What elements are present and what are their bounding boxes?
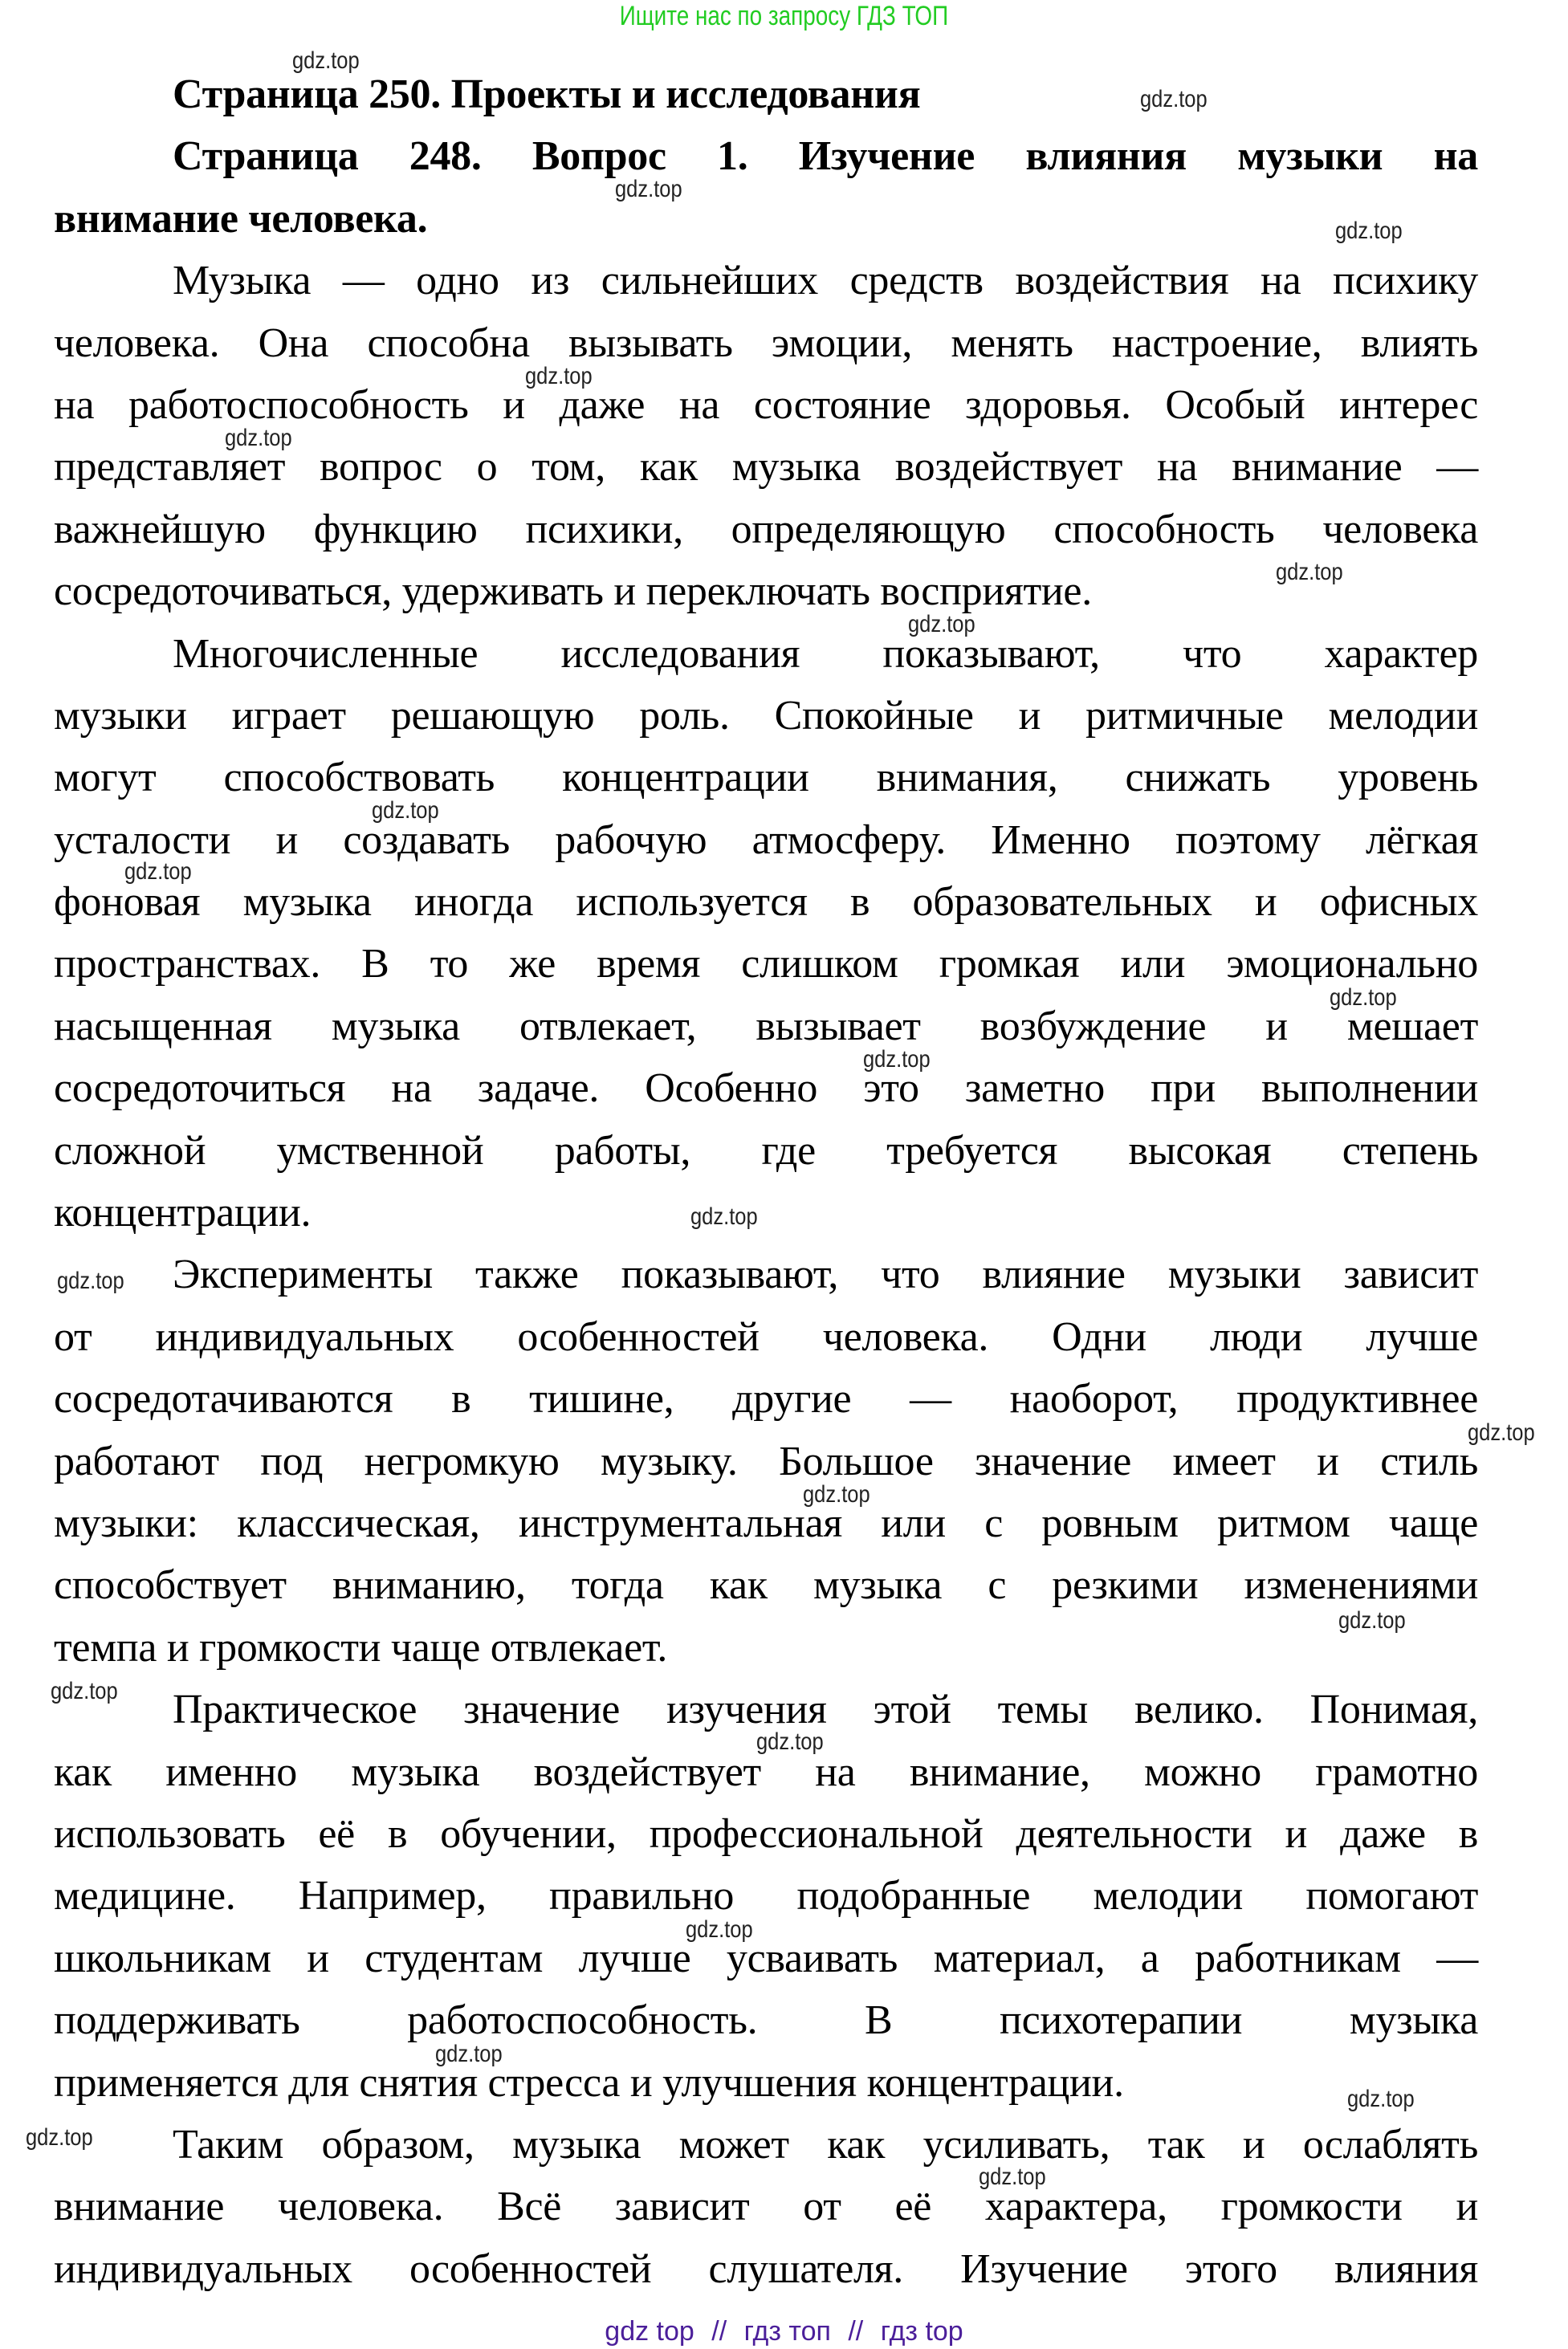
text-line: Эксперименты также показывают, что влияние музыки зависит — [173, 1252, 1478, 1298]
text-line: сосредоточиваться, удерживать и переключать восприятие. — [54, 568, 1092, 615]
watermark-text: gdz.top — [292, 47, 360, 74]
text-line: концентрации. — [54, 1190, 312, 1236]
text-line: музыки: классическая, инструментальная или с ровным ритмом чаще — [54, 1500, 1478, 1546]
watermark-text: gdz.top — [803, 1481, 870, 1508]
watermark-text: gdz.top — [57, 1268, 124, 1294]
answer-text — [54, 250, 1478, 2300]
watermark-text: gdz.top — [1347, 2086, 1415, 2112]
footer-link[interactable]: гдз top — [880, 2316, 963, 2347]
watermark-text: gdz.top — [1276, 559, 1343, 585]
text-line: насыщенная музыка отвлекает, вызывает возбуждение и мешает — [54, 1003, 1478, 1049]
watermark-text: gdz.top — [756, 1728, 824, 1755]
search-banner: Ищите нас по запросу ГДЗ ТОП — [619, 1, 949, 31]
text-line: сосредоточиться на задаче. Особенно это заметно при выполнении — [54, 1065, 1478, 1112]
watermark-text: gdz.top — [686, 1916, 753, 1943]
text-line: Таким образом, музыка может как усиливать, так и ослаблять — [173, 2121, 1478, 2168]
watermark-text: gdz.top — [51, 1678, 118, 1704]
watermark-text: gdz.top — [26, 2124, 93, 2151]
watermark-text: gdz.top — [525, 363, 593, 389]
watermark-text: gdz.top — [1338, 1607, 1406, 1634]
text-line: поддерживать работоспособность. В психотерапии музыка — [54, 1997, 1478, 2044]
watermark-text: gdz.top — [372, 797, 439, 824]
text-line: темпа и громкости чаще отвлекает. — [54, 1624, 668, 1671]
watermark-text: gdz.top — [690, 1203, 758, 1230]
text-line: человека. Она способна вызывать эмоции, менять настроение, влиять — [54, 320, 1478, 366]
text-line: музыки играет решающую роль. Спокойные и ритмичные мелодии — [54, 692, 1478, 739]
text-line: как именно музыка воздействует на внимание, можно грамотно — [54, 1749, 1478, 1795]
text-line: способствует вниманию, тогда как музыка с резкими изменениями — [54, 1562, 1478, 1609]
watermark-text: gdz.top — [1140, 86, 1208, 112]
page-title: Страница 250. Проекты и исследования — [173, 71, 921, 117]
footer — [0, 2314, 1568, 2349]
question-heading-cont: внимание человека. — [54, 195, 428, 242]
watermark-text: gdz.top — [124, 858, 192, 885]
footer-link[interactable]: гдз топ — [743, 2316, 831, 2347]
footer-separator: // — [848, 2316, 864, 2347]
watermark-text: gdz.top — [615, 176, 682, 202]
watermark-text: gdz.top — [225, 425, 292, 451]
text-line: от индивидуальных особенностей человека. Одни люди лучше — [54, 1313, 1478, 1360]
footer-link[interactable]: gdz top — [605, 2316, 694, 2347]
watermark-text: gdz.top — [908, 611, 975, 637]
text-line: важнейшую функцию психики, определяющую способность человека — [54, 506, 1478, 552]
text-line: Многочисленные исследования показывают, что характер — [173, 630, 1478, 677]
text-line: индивидуальных особенностей слушателя. Изучение этого влияния — [54, 2245, 1478, 2292]
text-line: Практическое значение изучения этой темы велико. Понимая, — [173, 1687, 1478, 1733]
question-heading: Страница 248. Вопрос 1. Изучение влияния музыки на — [173, 133, 1478, 180]
text-line: пространствах. В то же время слишком громкая или эмоционально — [54, 941, 1478, 987]
text-line: Музыка — одно из сильнейших средств воздействия на психику — [173, 258, 1478, 304]
watermark-text: gdz.top — [435, 2041, 503, 2067]
text-line: применяется для снятия стресса и улучшения концентрации. — [54, 2059, 1124, 2106]
watermark-text: gdz.top — [1335, 218, 1403, 244]
text-line: представляет вопрос о том, как музыка воздействует на внимание — — [54, 444, 1478, 491]
watermark-text: gdz.top — [863, 1046, 931, 1073]
footer-separator: // — [711, 2316, 727, 2347]
watermark-text: gdz.top — [1468, 1419, 1535, 1446]
text-line: могут способствовать концентрации внимания, снижать уровень — [54, 755, 1478, 801]
text-line: усталости и создавать рабочую атмосферу. Именно поэтому лёгкая — [54, 816, 1478, 863]
text-line: на работоспособность и даже на состояние здоровья. Особый интерес — [54, 381, 1478, 428]
watermark-text: gdz.top — [979, 2164, 1046, 2190]
text-line: работают под негромкую музыку. Большое значение имеет и стиль — [54, 1438, 1478, 1484]
text-line: медицине. Например, правильно подобранные мелодии помогают — [54, 1873, 1478, 1920]
document-body — [54, 63, 1478, 2300]
text-line: сосредотачиваются в тишине, другие — наоборот, продуктивнее — [54, 1376, 1478, 1423]
watermark-text: gdz.top — [1330, 984, 1397, 1011]
text-line: внимание человека. Всё зависит от её характера, громкости и — [54, 2184, 1478, 2230]
text-line: сложной умственной работы, где требуется высокая степень — [54, 1127, 1478, 1174]
text-line: фоновая музыка иногда используется в образовательных и офисных — [54, 879, 1478, 926]
text-line: использовать её в обучении, профессиональной деятельности и даже в — [54, 1810, 1478, 1857]
text-line: школьникам и студентам лучше усваивать материал, а работникам — — [54, 1935, 1478, 1981]
